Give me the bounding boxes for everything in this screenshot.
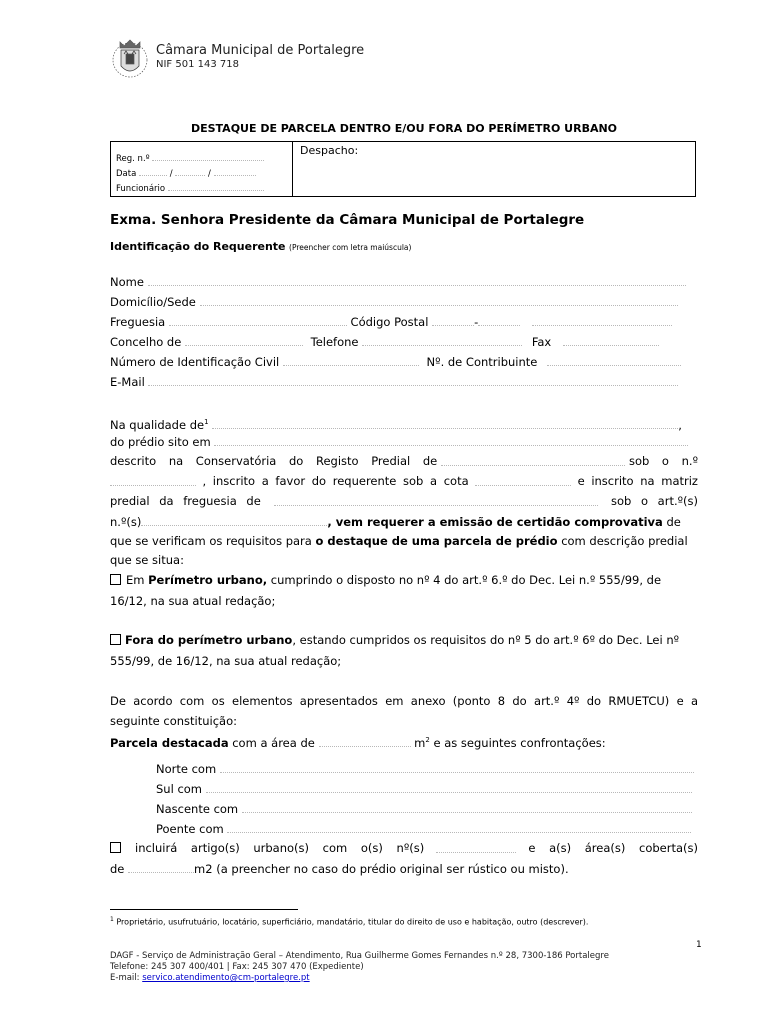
requirements-text-end: com descrição predial <box>561 534 688 548</box>
municipality-label: Concelho de <box>110 335 182 349</box>
request-statement-end: de <box>666 515 681 529</box>
postal-code-separator: - <box>474 315 479 329</box>
despacho-label: Despacho: <box>300 144 359 157</box>
north-field[interactable] <box>220 761 694 773</box>
west-label: Poente com <box>156 822 224 836</box>
date-label: Data <box>116 169 137 179</box>
option-urban-row <box>110 573 661 587</box>
page-number: 1 <box>696 940 702 950</box>
article-label: sob o art.º(s) <box>611 494 698 508</box>
domicile-row <box>110 294 678 309</box>
civil-id-field[interactable] <box>283 354 419 366</box>
email-label: E-Mail <box>110 375 145 389</box>
parish-matrix-row <box>110 494 698 508</box>
agreement-line1: De acordo com os elementos apresentados em anexo (ponto 8 do art.º 4º do RMUETCU) e a <box>110 694 698 708</box>
parish-field[interactable] <box>169 314 347 326</box>
registry-label: descrito na Conservatória do Registo Predial de <box>110 454 438 468</box>
parcel-label: Parcela destacada <box>110 735 229 750</box>
urban-articles-checkbox[interactable] <box>110 842 121 853</box>
footer-address: DAGF - Serviço de Administração Geral – Atendimento, Rua Guilherme Gomes Fernandes n.º 28, 7300-186 Portalegre <box>110 951 609 961</box>
domicile-label: Domicílio/Sede <box>110 295 196 309</box>
parish-matrix-label: predial da freguesia de <box>110 494 261 508</box>
south-field[interactable] <box>206 781 692 793</box>
taxpayer-label: Nº. de Contribuinte <box>426 355 538 369</box>
parish-matrix-field[interactable] <box>274 494 598 506</box>
matrix-label: e inscrito na matriz <box>577 474 698 488</box>
request-statement: , vem requerer a emissão de certidão comprovativa <box>327 515 663 529</box>
name-label: Nome <box>110 275 144 289</box>
domicile-field[interactable] <box>200 294 678 306</box>
parcel-area-field[interactable] <box>319 735 411 747</box>
registry-number-field[interactable] <box>110 474 196 486</box>
footnote-text: Proprietário, usufrutuário, locatário, superficiário, mandatário, titular do direito de uso e habitação, outro (descrever). <box>116 917 589 927</box>
employee-field[interactable] <box>168 179 264 191</box>
outside-perimeter-checkbox[interactable] <box>110 634 121 645</box>
requirements-text: que se verificam os requisitos para <box>110 534 312 548</box>
covered-area-label: e a(s) área(s) coberta(s) <box>528 841 698 855</box>
east-field[interactable] <box>242 801 692 813</box>
footnote-separator <box>110 909 298 910</box>
parcel-confrontations-label: e as seguintes confrontações: <box>433 735 606 750</box>
email-field[interactable] <box>148 374 678 386</box>
parcel-row <box>110 733 606 750</box>
reg-label: Reg. n.º <box>116 154 150 164</box>
employee-row <box>116 179 264 194</box>
covered-area-row <box>110 861 569 876</box>
urban-perimeter-checkbox[interactable] <box>110 574 121 585</box>
org-name: Câmara Municipal de Portalegre <box>156 43 365 58</box>
option-rural-bold: Fora do perímetro urbano <box>125 633 293 647</box>
articles-label: incluirá artigo(s) urbano(s) com o(s) nº(s) <box>135 841 425 855</box>
registry-number-label: sob o n.º <box>628 454 698 468</box>
identification-note: (Preencher com letra maiúscula) <box>289 243 412 252</box>
footer-email-row <box>110 973 609 984</box>
option-urban-bold: Perímetro urbano, <box>148 573 268 587</box>
article-numbers-row <box>110 514 681 529</box>
postal-code-label: Código Postal <box>350 315 429 329</box>
option-urban-text: cumprindo o disposto no nº 4 do art.º 6.º do Dec. Lei n.º 555/99, de <box>270 573 662 587</box>
covered-area-de: de <box>110 862 125 876</box>
phone-label: Telefone <box>310 335 359 349</box>
footer-email-link[interactable]: servico.atendimento@cm-portalegre.pt <box>142 973 310 983</box>
fax-field[interactable] <box>563 334 659 346</box>
parish-label: Freguesia <box>110 315 166 329</box>
footer <box>110 951 609 984</box>
comma: , <box>678 417 682 432</box>
footer-email-label: E-mail: <box>110 973 140 983</box>
name-field[interactable] <box>148 274 686 286</box>
property-location-row <box>110 434 688 449</box>
option-rural-row <box>110 633 679 647</box>
parcel-unit-sup: 2 <box>425 736 430 744</box>
addressee: Exma. Senhora Presidente da Câmara Municipal de Portalegre <box>110 212 585 228</box>
footnote-number: 1 <box>110 916 114 923</box>
footnote-ref: 1 <box>204 418 209 426</box>
date-year-field[interactable] <box>214 164 256 176</box>
date-separator: / <box>169 169 173 179</box>
covered-area-note: m2 (a preencher no caso do prédio original ser rústico ou misto). <box>194 862 569 876</box>
form-title: DESTAQUE DE PARCELA DENTRO E/OU FORA DO PERÍMETRO URBANO <box>190 122 618 135</box>
reg-number-row <box>116 149 264 164</box>
footnote <box>110 916 588 927</box>
articles-left <box>110 841 424 855</box>
south-row <box>156 781 692 796</box>
east-row <box>156 801 692 816</box>
option-rural-text: , estando cumpridos os requisitos do nº 5 do art.º 6º do Dec. Lei nº <box>292 633 680 647</box>
registration-box <box>110 141 696 197</box>
option-rural-line2: 555/99, de 16/12, na sua atual redação; <box>110 654 342 668</box>
municipality-field[interactable] <box>185 334 303 346</box>
option-urban-line2: 16/12, na sua atual redação; <box>110 594 276 608</box>
article-numbers-field[interactable] <box>141 514 327 526</box>
date-separator: / <box>207 169 211 179</box>
registry-office-field[interactable] <box>441 454 625 466</box>
coat-of-arms-logo <box>108 36 152 80</box>
east-label: Nascente com <box>156 802 239 816</box>
date-day-field[interactable] <box>139 164 167 176</box>
parcel-unit: m <box>414 735 426 750</box>
covered-area-field[interactable] <box>128 861 194 873</box>
phone-field[interactable] <box>362 334 522 346</box>
capacity-label: Na qualidade de <box>110 417 205 432</box>
location-intro: que se situa: <box>110 553 184 567</box>
west-field[interactable] <box>227 821 691 833</box>
date-month-field[interactable] <box>175 164 205 176</box>
email-row <box>110 374 678 389</box>
identification-title: Identificação do Requerente <box>110 240 286 253</box>
postal-code-field[interactable] <box>432 314 474 326</box>
fax-label: Fax <box>531 335 552 349</box>
property-location-label: do prédio sito em <box>110 435 211 449</box>
reg-number-field[interactable] <box>152 149 264 161</box>
requirements-row <box>110 534 688 548</box>
identification-heading <box>110 240 411 255</box>
property-location-field[interactable] <box>214 434 688 446</box>
north-label: Norte com <box>156 762 217 776</box>
box-divider <box>292 142 293 196</box>
south-label: Sul com <box>156 782 202 796</box>
municipality-row <box>110 334 659 349</box>
taxpayer-field[interactable] <box>547 354 681 366</box>
capacity-field[interactable] <box>212 417 678 429</box>
postal-code-suffix-field[interactable] <box>478 314 520 326</box>
quota-field[interactable] <box>475 474 571 486</box>
quota-label: , inscrito a favor do requerente sob a cota <box>202 474 469 488</box>
civil-id-label: Número de Identificação Civil <box>110 355 280 369</box>
nif-number: NIF 501 143 718 <box>156 59 239 70</box>
capacity-row <box>110 415 682 432</box>
agreement-line2: seguinte constituição: <box>110 714 237 728</box>
north-row <box>156 761 694 776</box>
registry-row <box>110 454 698 468</box>
articles-field[interactable] <box>436 841 516 853</box>
name-row <box>110 274 688 289</box>
west-row <box>156 821 691 836</box>
parish-row <box>110 314 672 329</box>
parcel-area-label: com a área de <box>232 735 315 750</box>
footer-phone: Telefone: 245 307 400/401 | Fax: 245 307 470 (Expediente) <box>110 962 364 972</box>
option-urban-pre: Em <box>126 573 145 587</box>
requirements-bold: o destaque de uma parcela de prédio <box>315 534 558 548</box>
date-row <box>116 164 256 179</box>
employee-label: Funcionário <box>116 184 166 194</box>
article-numbers-label: n.º(s) <box>110 515 142 529</box>
postal-locality-field[interactable] <box>532 314 672 326</box>
civil-id-row <box>110 354 681 369</box>
quota-row <box>110 474 698 488</box>
articles-row <box>110 841 698 855</box>
